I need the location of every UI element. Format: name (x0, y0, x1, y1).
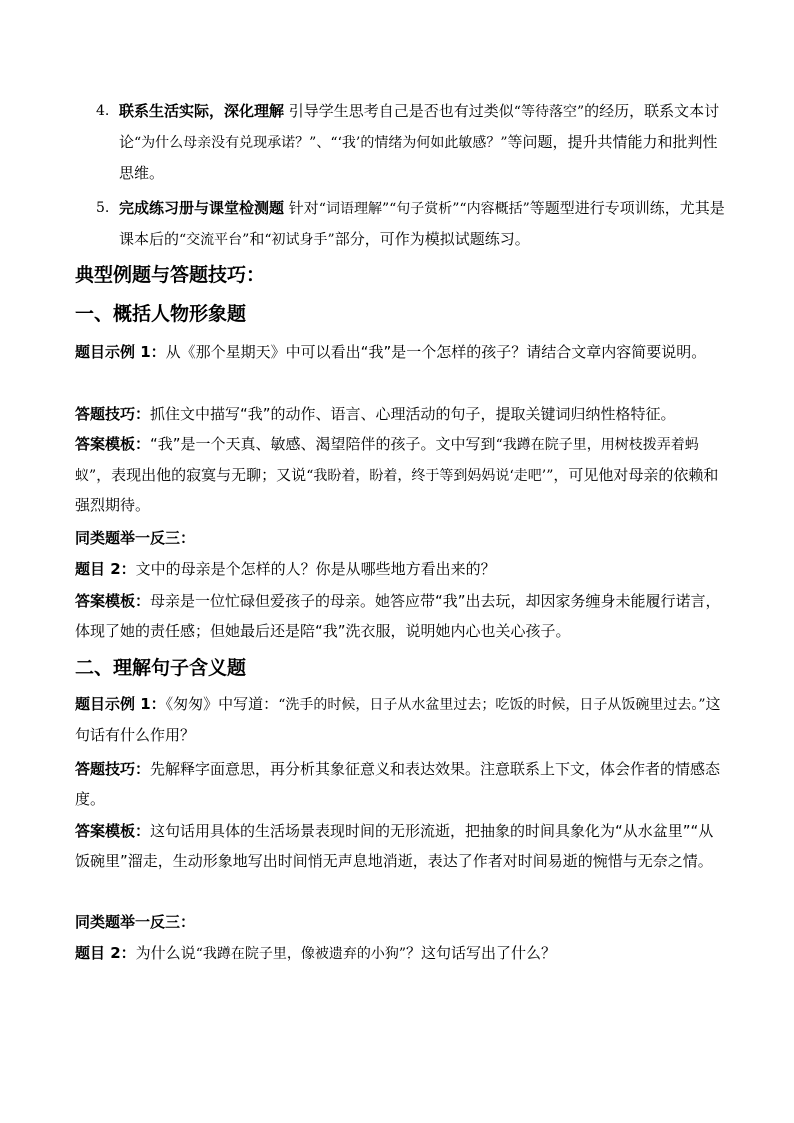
practice-heading (75, 908, 725, 938)
paragraph-text: ？这句话写出了什么？ (406, 944, 557, 962)
list-number: 5. (96, 200, 110, 216)
label: 答案模板： (75, 822, 151, 840)
paragraph-text: 这句话用具体的生活场景表现时间的无形流逝，把抽象的时间具象化为“从水盆里”“从饭碗里”溜走，生动形象地写出时间悄无声息地消逝，表达了作者对时间易逝的惋惜与无奈之情。 (75, 822, 714, 870)
list-text: 引导学生思考自己是否也有过类似 (284, 102, 514, 120)
paragraph-text: “我”是一个天真、敏感、渴望陪伴的孩子。文中写到 (150, 435, 496, 453)
list-item (96, 96, 726, 188)
quote-text: “我蹲在院子里，像被遗弃的小狗” (195, 946, 407, 962)
paragraph-text: 《匆匆》中写道： (165, 695, 279, 713)
list-item (96, 193, 726, 255)
practice-heading (75, 524, 725, 554)
label: 同类题举一反三： (75, 529, 196, 547)
label: 题目 2： (75, 944, 136, 962)
label: 答案模板： (75, 592, 151, 610)
label: 答题技巧： (75, 760, 151, 778)
paragraph-text: 先解释字面意思，再分析其象征意义和表达效果。注意联系上下文，体会作者的情感态度。 (75, 760, 721, 808)
label: 题目示例 1： (75, 695, 166, 713)
label: 答题技巧： (75, 405, 151, 423)
practice-question (75, 939, 725, 970)
paragraph-text: ，可见他对母亲的依赖和强烈期待。 (75, 465, 719, 514)
answer-tip (75, 755, 725, 814)
list-text: 的经历，联系文本讨论 (119, 102, 720, 151)
paragraph-text: 母亲是一位忙碌但爱孩子的母亲。她答应带“我”出去玩，却因家务缠身未能履行诺言，体现了她的责任感；但她最后还是陪“我”洗衣服，说明她内心也关心孩子。 (75, 592, 721, 640)
section-title: 典型例题与答题技巧： (75, 264, 266, 286)
label: 题目示例 1： (75, 343, 166, 361)
list-number: 4. (96, 103, 110, 119)
list-text: 和 (249, 230, 265, 248)
answer-template (75, 817, 725, 876)
paragraph-text: ，表现出他的寂寞与无聊；又说 (96, 465, 307, 484)
quote-text: “等待落空” (513, 104, 585, 120)
paragraph-text: 抓住文中描写“我”的动作、语言、心理活动的句子，提取关键词归纳性格特征。 (150, 405, 676, 423)
list-text: 针对 (284, 199, 319, 217)
quote-text: “我盼着，盼着，终于等到妈妈说‘走吧’” (306, 467, 554, 484)
list-text: 等问题，提升共情能力和批判性思维。 (119, 133, 718, 182)
list-text: 等题型进行专项训练，尤其是课本后的 (119, 199, 725, 248)
list-item-title: 完成练习册与课堂检测题 (119, 199, 285, 217)
list-item-title: 联系生活实际，深化理解 (119, 102, 285, 120)
practice-question (75, 555, 725, 585)
quote-text: “洗手的时候，日子从水盆里过去；吃饭的时候，日子从饭碗里过去。” (278, 697, 706, 713)
quote-text: “词语理解”“句子赏析”“内容概括” (318, 201, 530, 217)
answer-template (75, 587, 725, 646)
paragraph-text: 从《那个星期天》中可以看出“我”是一个怎样的孩子？请结合文章内容简要说明。 (165, 343, 707, 361)
example-question (75, 690, 725, 750)
quote-text: “交流平台” (179, 232, 250, 248)
section-heading: 二、理解句子含义题 (75, 657, 247, 679)
paragraph-text: 文中的母亲是个怎样的人？你是从哪些地方看出来的？ (135, 560, 496, 578)
label: 答案模板： (75, 435, 151, 453)
paragraph-text: 这句话有什么作用？ (75, 695, 721, 744)
answer-template (75, 430, 725, 521)
label: 题目 2： (75, 560, 136, 578)
quote-text: “初试身手” (264, 232, 335, 248)
label: 同类题举一反三： (75, 913, 196, 931)
answer-tip (75, 400, 725, 430)
quote-text: “为什么母亲没有兑现承诺？”、“‘我’的情绪为何如此敏感？” (134, 135, 508, 151)
example-question (75, 338, 725, 368)
list-text: 部分，可作为模拟试题练习。 (334, 230, 530, 248)
section-heading: 一、概括人物形象题 (75, 303, 247, 325)
quote-text: “我蹲在院子里，用树枝拨弄着蚂蚁” (75, 437, 699, 484)
paragraph-text: 为什么说 (135, 944, 196, 962)
